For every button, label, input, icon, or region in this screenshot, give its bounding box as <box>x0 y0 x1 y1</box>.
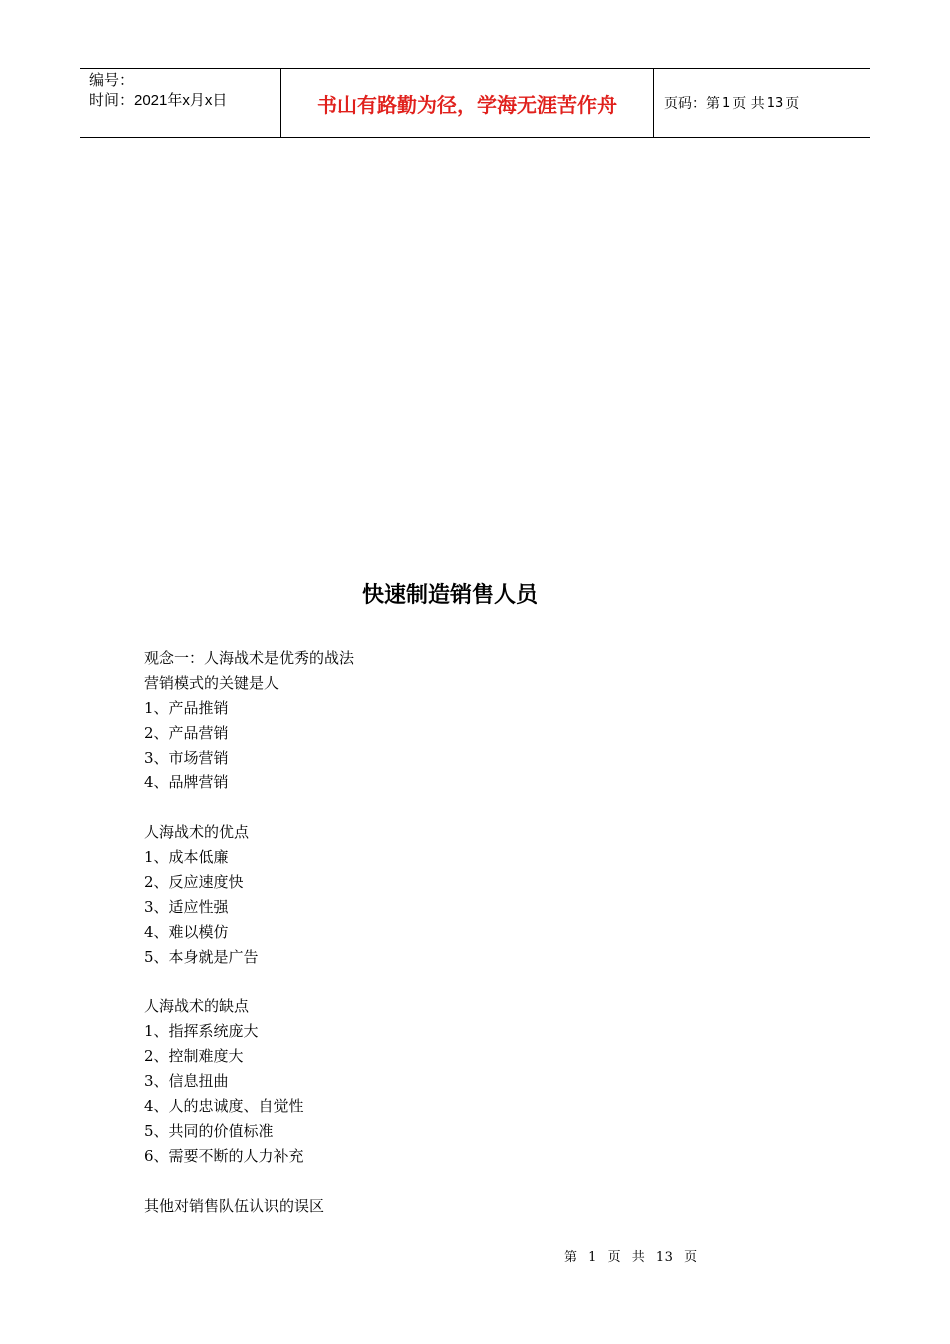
page-suffix: 页 <box>785 96 800 112</box>
body-line: 其他对销售队伍认识的误区 <box>144 1196 325 1215</box>
footer-page-word: 页 <box>607 1250 622 1265</box>
page-footer <box>564 1246 704 1265</box>
document-title: 快速制造销售人员 <box>361 583 538 608</box>
body-line: 3、市场营销 <box>144 748 229 767</box>
body-line: 2、控制难度大 <box>144 1047 244 1066</box>
body-line <box>144 795 844 820</box>
body-line: 2、反应速度快 <box>144 873 244 892</box>
body-line: 1、成本低廉 <box>144 848 229 867</box>
page-mid: 页 共 <box>732 96 765 112</box>
body-line: 观念一：人海战术是优秀的战法 <box>144 649 355 667</box>
body-line: 5、共同的价值标准 <box>144 1121 274 1140</box>
body-line: 人海战术的缺点 <box>144 997 250 1016</box>
body-line: 5、本身就是广告 <box>144 947 259 966</box>
body-line: 4、人的忠诚度、自觉性 <box>144 1097 304 1116</box>
body-line <box>144 1169 844 1194</box>
body-line: 1、指挥系统庞大 <box>144 1022 259 1041</box>
serial-label: 编号： <box>89 72 135 89</box>
header-page-info <box>654 69 870 137</box>
body-line: 3、信息扭曲 <box>144 1072 229 1091</box>
body-line: 4、难以模仿 <box>144 922 229 941</box>
body-line: 1、产品推销 <box>144 698 229 717</box>
page-prefix: 页码：第 <box>664 96 720 112</box>
body-line: 6、需要不断的人力补充 <box>144 1146 304 1165</box>
footer-current-page: 1 <box>588 1250 597 1265</box>
body-line: 3、适应性强 <box>144 897 229 916</box>
page-header <box>80 68 870 138</box>
time-label: 时间：2021年x月x日 <box>89 92 228 109</box>
body-line: 2、产品营销 <box>144 723 229 742</box>
body-line: 4、品牌营销 <box>144 773 229 792</box>
body-line: 营销模式的关键是人 <box>144 673 280 692</box>
footer-total-pages: 13 <box>655 1250 674 1265</box>
footer-total-word: 共 <box>631 1250 646 1265</box>
page-current: 1 <box>722 95 731 111</box>
header-motto: 书山有路勤为径，学海无涯苦作舟 <box>281 69 654 137</box>
body-line <box>144 970 844 995</box>
header-meta-cell <box>80 69 281 137</box>
page-total: 13 <box>766 95 784 111</box>
footer-suffix: 页 <box>684 1250 698 1265</box>
footer-prefix: 第 <box>564 1250 578 1265</box>
body-line: 人海战术的优点 <box>144 823 250 842</box>
document-body <box>144 646 844 1218</box>
